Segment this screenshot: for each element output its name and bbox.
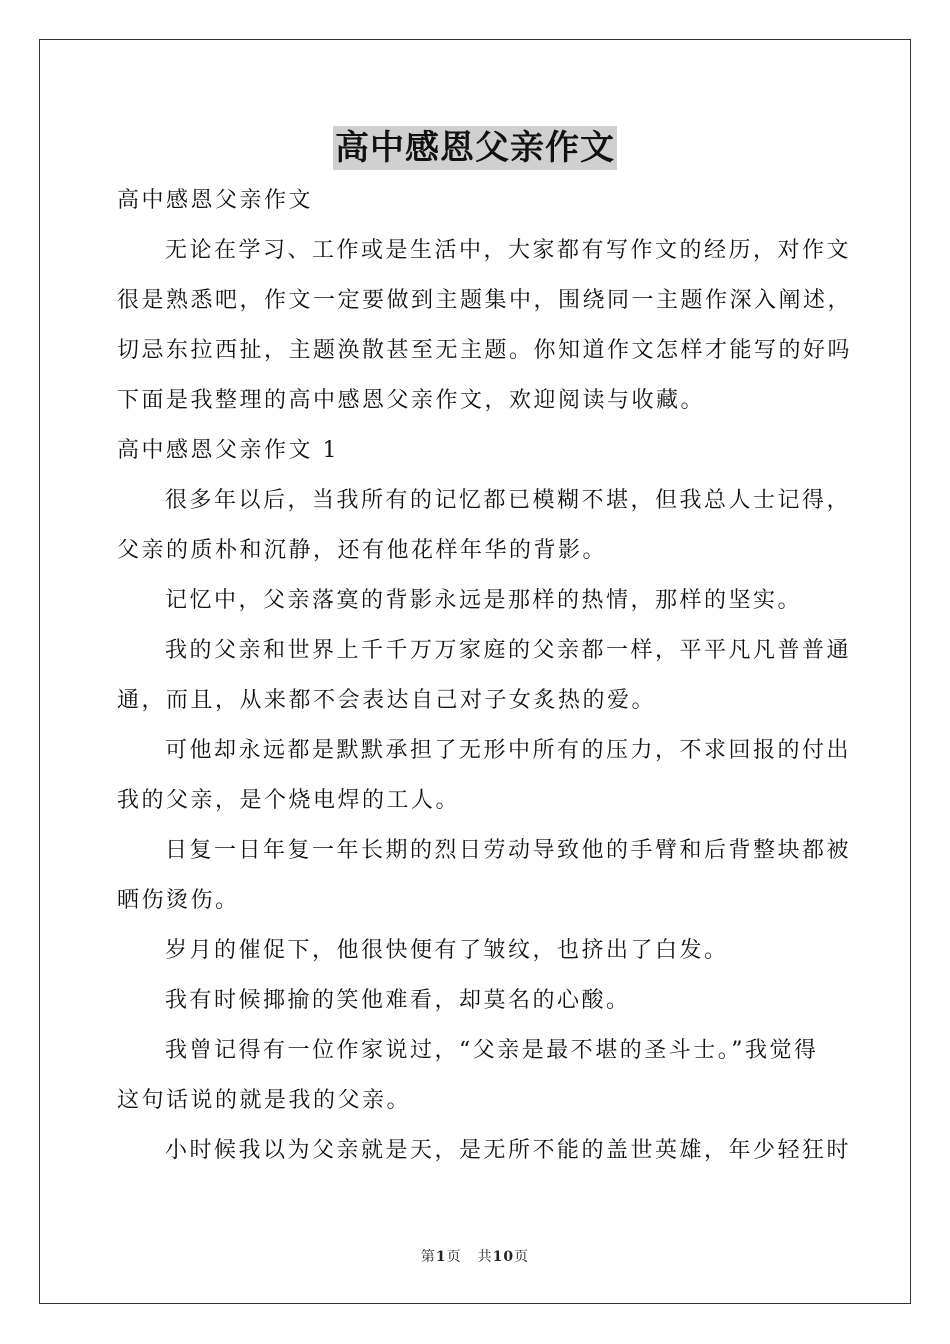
- text-line: 高中感恩父亲作文: [117, 188, 314, 213]
- text-line: 高中感恩父亲作文 1: [117, 438, 339, 463]
- text-line: 很是熟悉吧，作文一定要做到主题集中，围绕同一主题作深入阐述，: [117, 288, 853, 313]
- total-label-suffix: 页: [514, 1249, 530, 1265]
- text-line: 我的父亲和世界上千千万万家庭的父亲都一样，平平凡凡普普通: [165, 638, 852, 663]
- text-line: 通，而且，从来都不会表达自己对子女炙热的爱。: [117, 688, 657, 713]
- text-line: 可他却永远都是默默承担了无形中所有的压力，不求回报的付出: [165, 738, 852, 763]
- page-label-prefix: 第: [420, 1249, 436, 1265]
- text-line: 晒伤烫伤。: [117, 888, 240, 913]
- text-line: 我曾记得有一位作家说过，“父亲是最不堪的圣斗士。”我觉得: [165, 1038, 819, 1063]
- title-container: [0, 126, 950, 170]
- text-line: 下面是我整理的高中感恩父亲作文，欢迎阅读与收藏。: [117, 388, 706, 413]
- page-number: 1: [435, 1249, 447, 1265]
- document-body: [117, 176, 853, 1176]
- text-line: 切忌东拉西扯，主题涣散甚至无主题。你知道作文怎样才能写的好吗: [117, 338, 853, 363]
- text-line: 无论在学习、工作或是生活中，大家都有写作文的经历，对作文: [165, 238, 852, 263]
- text-line: 这句话说的就是我的父亲。: [117, 1088, 412, 1113]
- document-title: 高中感恩父亲作文: [335, 128, 615, 168]
- text-line: 父亲的质朴和沉静，还有他花样年华的背影。: [117, 538, 608, 563]
- text-line: 记忆中，父亲落寞的背影永远是那样的热情，那样的坚实。: [165, 588, 803, 613]
- total-pages: 10: [492, 1249, 515, 1265]
- page-footer: [0, 1246, 950, 1266]
- text-line: 我的父亲，是个烧电焊的工人。: [117, 788, 461, 813]
- total-label-prefix: 共: [477, 1249, 493, 1265]
- page-label-suffix: 页: [446, 1249, 462, 1265]
- text-line: 我有时候揶揄的笑他难看，却莫名的心酸。: [165, 988, 631, 1013]
- text-line: 很多年以后，当我所有的记忆都已模糊不堪，但我总人士记得，: [165, 488, 852, 513]
- text-line: 日复一日年复一年长期的烈日劳动导致他的手臂和后背整块都被: [165, 838, 852, 863]
- text-line: 小时候我以为父亲就是天，是无所不能的盖世英雄，年少轻狂时: [165, 1138, 852, 1163]
- text-line: 岁月的催促下，他很快便有了皱纹，也挤出了白发。: [165, 938, 729, 963]
